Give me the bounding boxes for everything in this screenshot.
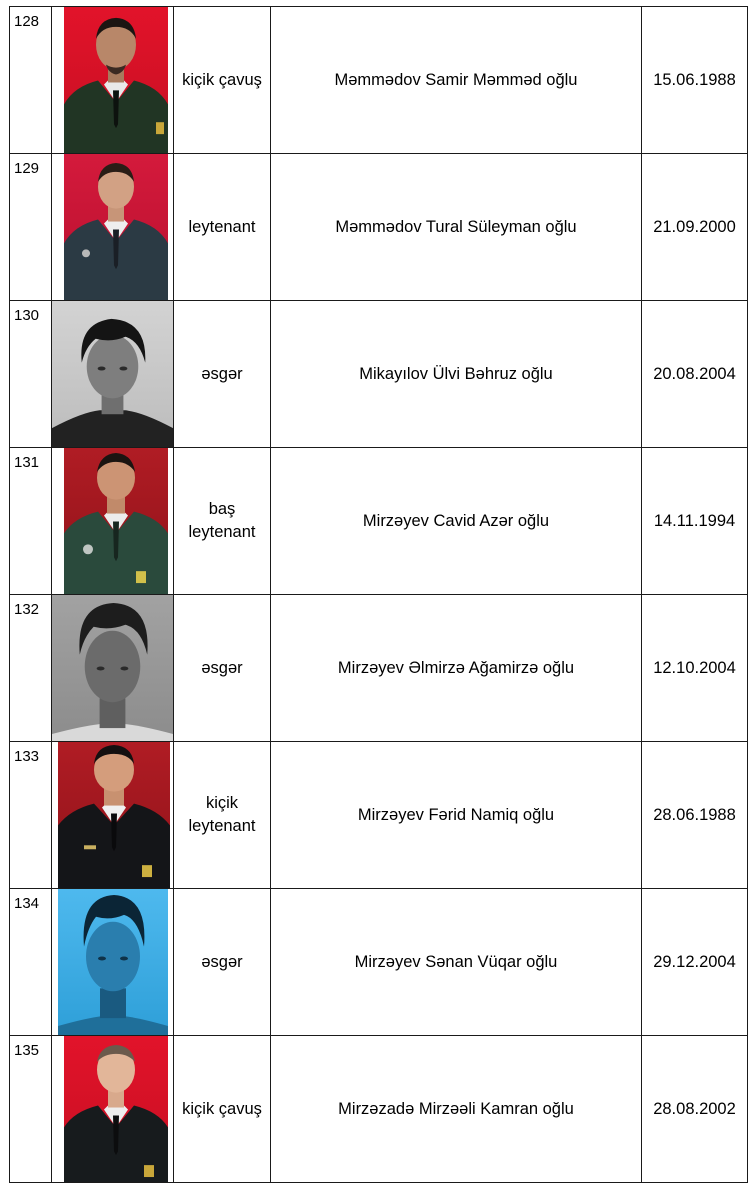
- full-name-cell: Mirzəyev Fərid Namiq oğlu: [271, 742, 642, 889]
- table-row: [10, 448, 748, 595]
- full-name-cell: Məmmədov Samir Məmməd oğlu: [271, 7, 642, 154]
- full-name-cell: Məmmədov Tural Süleyman oğlu: [271, 154, 642, 301]
- portrait-photo: [58, 742, 170, 888]
- full-name-cell: Mirzəzadə Mirzəəli Kamran oğlu: [271, 1036, 642, 1183]
- table-row: [10, 595, 748, 742]
- portrait-photo: [64, 448, 168, 594]
- photo-cell: [52, 154, 174, 301]
- table-row: [10, 154, 748, 301]
- rank-cell: leytenant: [174, 154, 271, 301]
- table-row: [10, 301, 748, 448]
- birth-date-cell: 14.11.1994: [642, 448, 748, 595]
- row-number: 130: [10, 301, 52, 448]
- row-number: 134: [10, 889, 52, 1036]
- photo-cell: [52, 448, 174, 595]
- row-number: 133: [10, 742, 52, 889]
- photo-cell: [52, 7, 174, 154]
- rank-cell: əsgər: [174, 889, 271, 1036]
- birth-date-cell: 29.12.2004: [642, 889, 748, 1036]
- full-name-cell: Mirzəyev Əlmirzə Ağamirzə oğlu: [271, 595, 642, 742]
- table-row: [10, 889, 748, 1036]
- table-row: [10, 7, 748, 154]
- photo-cell: [52, 1036, 174, 1183]
- birth-date-cell: 28.06.1988: [642, 742, 748, 889]
- photo-cell: [52, 889, 174, 1036]
- rank-cell: kiçik leytenant: [174, 742, 271, 889]
- rank-cell: baş leytenant: [174, 448, 271, 595]
- portrait-photo: [64, 154, 168, 300]
- full-name-cell: Mirzəyev Cavid Azər oğlu: [271, 448, 642, 595]
- rank-cell: kiçik çavuş: [174, 7, 271, 154]
- row-number: 131: [10, 448, 52, 595]
- full-name-cell: Mirzəyev Sənan Vüqar oğlu: [271, 889, 642, 1036]
- rank-cell: əsgər: [174, 301, 271, 448]
- birth-date-cell: 21.09.2000: [642, 154, 748, 301]
- birth-date-cell: 15.06.1988: [642, 7, 748, 154]
- portrait-photo: [52, 595, 173, 741]
- row-number: 129: [10, 154, 52, 301]
- photo-cell: [52, 301, 174, 448]
- row-number: 135: [10, 1036, 52, 1183]
- roster-table: [9, 6, 748, 1183]
- portrait-photo: [58, 889, 168, 1035]
- portrait-photo: [64, 7, 168, 153]
- rank-cell: kiçik çavuş: [174, 1036, 271, 1183]
- portrait-photo: [64, 1036, 168, 1182]
- full-name-cell: Mikayılov Ülvi Bəhruz oğlu: [271, 301, 642, 448]
- portrait-photo: [52, 301, 173, 447]
- photo-cell: [52, 595, 174, 742]
- birth-date-cell: 28.08.2002: [642, 1036, 748, 1183]
- photo-cell: [52, 742, 174, 889]
- birth-date-cell: 20.08.2004: [642, 301, 748, 448]
- rank-cell: əsgər: [174, 595, 271, 742]
- row-number: 128: [10, 7, 52, 154]
- row-number: 132: [10, 595, 52, 742]
- table-row: [10, 742, 748, 889]
- birth-date-cell: 12.10.2004: [642, 595, 748, 742]
- table-row: [10, 1036, 748, 1183]
